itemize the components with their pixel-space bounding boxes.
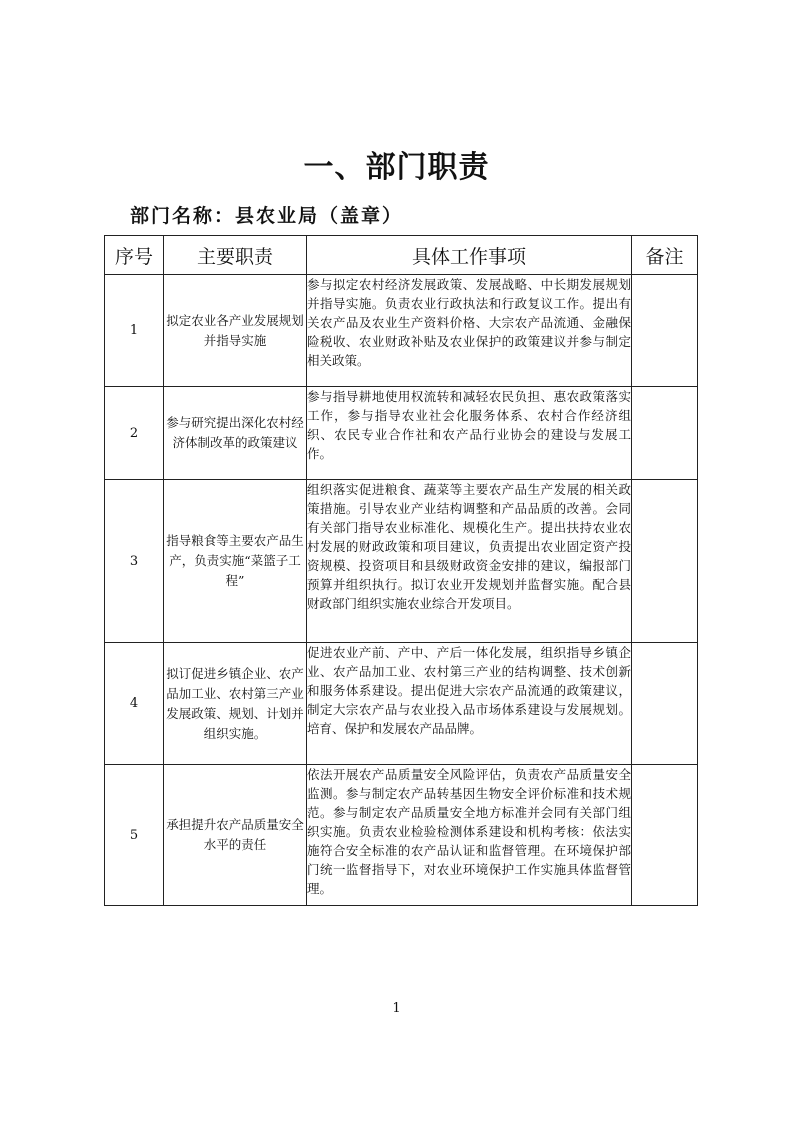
header-duty: 主要职责 xyxy=(164,236,307,275)
row-number: 4 xyxy=(105,643,164,765)
row-note xyxy=(632,643,698,765)
row-items: 组织落实促进粮食、蔬菜等主要农产品生产发展的相关政策措施。引导农业产业结构调整和产品品质的改善。会同有关部门指导农业标准化、规模化生产。提出扶持农业农村发展的财政政策和项目建议，负责提出农业固定资产投资规模、投资项目和县级财政资金安排的建议，编报部门预算并组织执行。拟订农业开发规划并监督实施。配合县财政部门组织实施农业综合开发项目。 xyxy=(307,480,632,643)
page-title: 一、部门职责 xyxy=(303,150,490,185)
row-items: 参与拟定农村经济发展政策、发展战略、中长期发展规划并指导实施。负责农业行政执法和行政复议工作。提出有关农产品及农业生产资料价格、大宗农产品流通、金融保险税收、农业财政补贴及农业保护的政策建议并参与制定相关政策。 xyxy=(307,275,632,387)
row-duty: 拟定农业各产业发展规划并指导实施 xyxy=(164,275,307,387)
row-duty: 拟订促进乡镇企业、农产品加工业、农村第三产业发展政策、规划、计划并组织实施。 xyxy=(164,643,307,765)
page-number: 1 xyxy=(392,1001,401,1016)
table-row xyxy=(105,765,698,906)
row-items: 促进农业产前、产中、产后一体化发展，组织指导乡镇企业、农产品加工业、农村第三产业的结构调整、技术创新和服务体系建设。提出促进大宗农产品流通的政策建议，制定大宗农产品与农业投入品市场体系建设与发展规划。培育、保护和发展农产品品牌。 xyxy=(307,643,632,765)
row-note xyxy=(632,765,698,906)
row-items: 参与指导耕地使用权流转和减轻农民负担、惠农政策落实工作，参与指导农业社会化服务体系、农村合作经济组织、农民专业合作社和农产品行业协会的建设与发展工作。 xyxy=(307,387,632,480)
row-items: 依法开展农产品质量安全风险评估，负责农产品质量安全监测。参与制定农产品转基因生物安全评价标准和技术规范。参与制定农产品质量安全地方标准并会同有关部门组织实施。负责农业检验检测体系建设和机构考核：依法实施符合安全标准的农产品认证和监督管理。在环境保护部门统一监督指导下，对农业环境保护工作实施具体监督管理。 xyxy=(307,765,632,906)
department-name: 部门名称：县农业局（盖章） xyxy=(130,205,404,227)
duty-table xyxy=(104,235,698,906)
row-number: 3 xyxy=(105,480,164,643)
row-duty: 参与研究提出深化农村经济体制改革的政策建议 xyxy=(164,387,307,480)
row-duty: 指导粮食等主要农产品生产，负责实施“菜篮子工程” xyxy=(164,480,307,643)
header-items: 具体工作事项 xyxy=(307,236,632,275)
table-row xyxy=(105,387,698,480)
table-header-row xyxy=(105,236,698,275)
row-note xyxy=(632,275,698,387)
table-row xyxy=(105,275,698,387)
row-duty: 承担提升农产品质量安全水平的责任 xyxy=(164,765,307,906)
row-note xyxy=(632,387,698,480)
header-no: 序号 xyxy=(105,236,164,275)
row-number: 1 xyxy=(105,275,164,387)
row-note xyxy=(632,480,698,643)
table-row xyxy=(105,643,698,765)
row-number: 5 xyxy=(105,765,164,906)
table-row xyxy=(105,480,698,643)
row-number: 2 xyxy=(105,387,164,480)
header-note: 备注 xyxy=(632,236,698,275)
